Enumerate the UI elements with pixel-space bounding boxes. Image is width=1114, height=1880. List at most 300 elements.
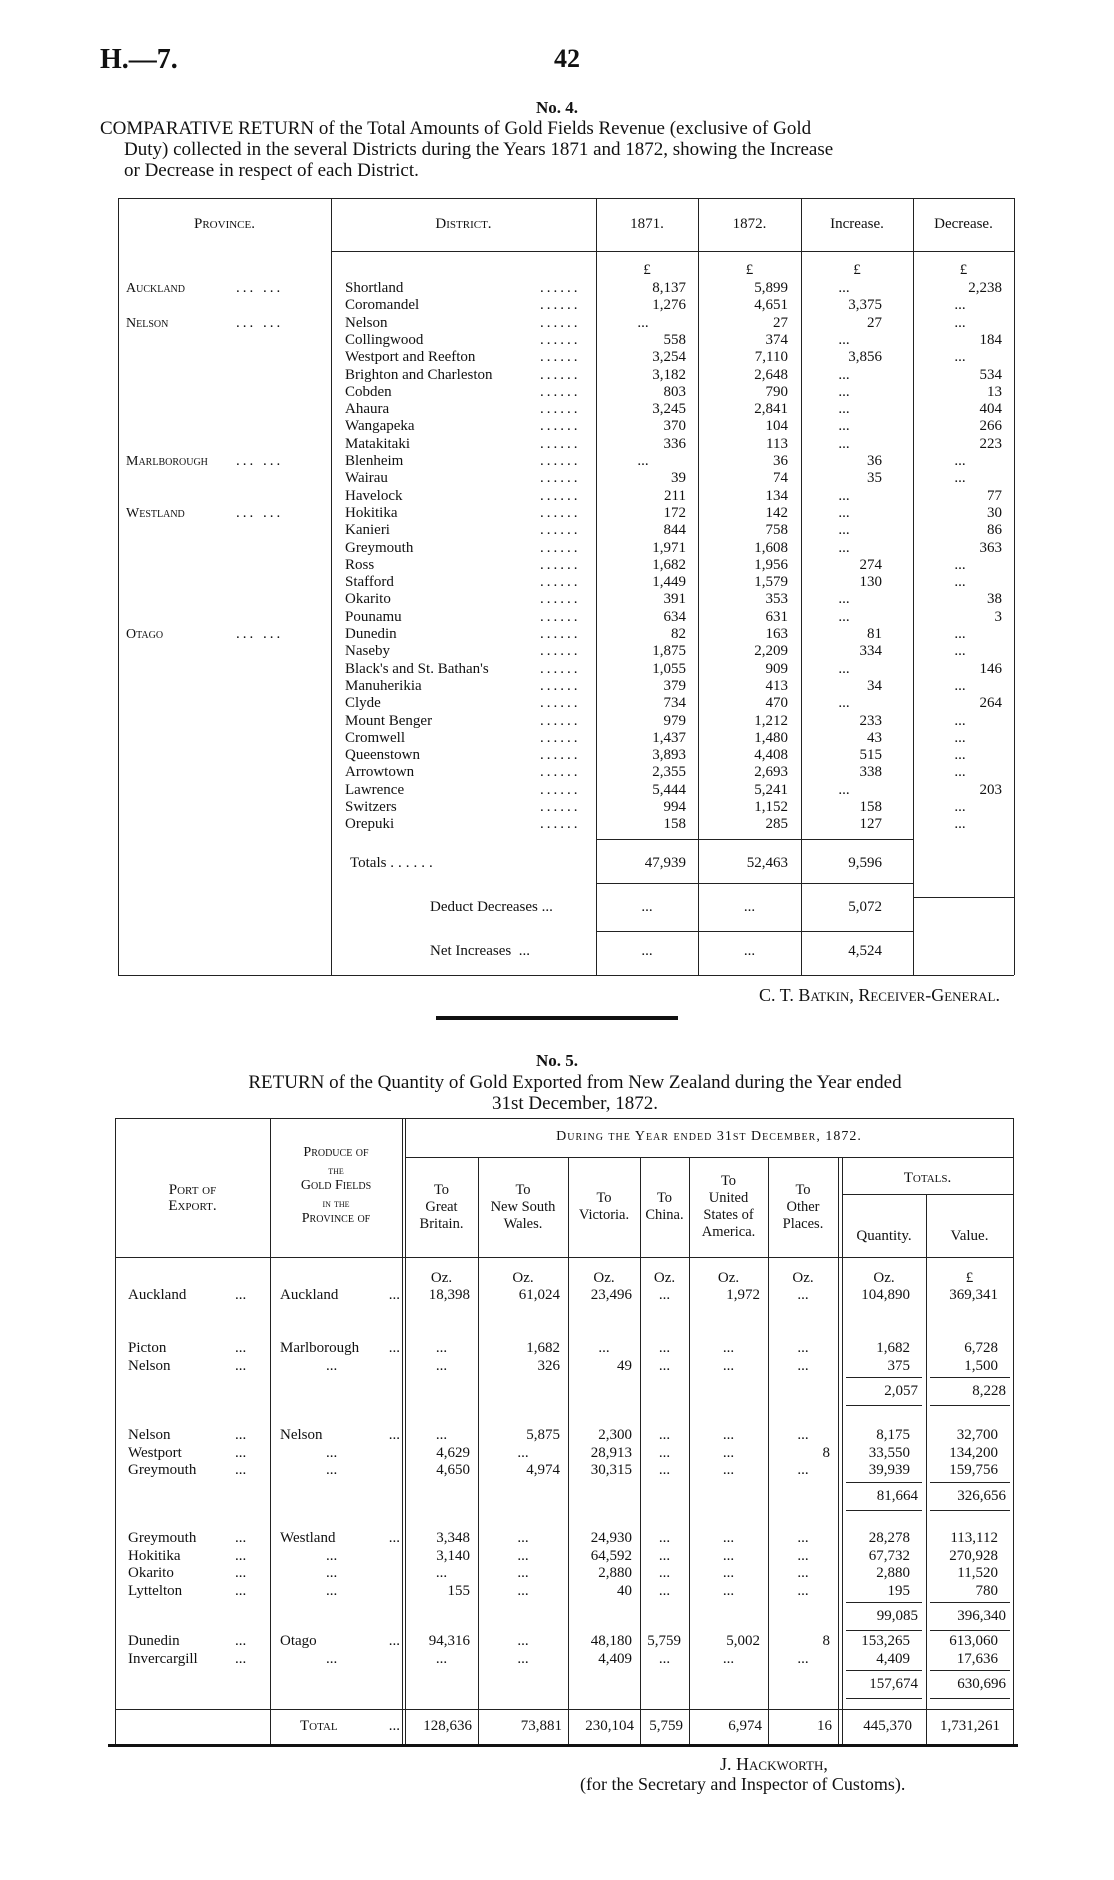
table-cell: ... xyxy=(838,366,850,383)
unit-label: £ xyxy=(745,262,754,278)
leader-dots: ...... xyxy=(540,453,581,469)
leader-dots: ... ... xyxy=(236,504,284,521)
table-cell: ... xyxy=(797,1287,809,1303)
unit-label: Oz. xyxy=(512,1270,534,1286)
province-produce: ... xyxy=(326,1547,338,1564)
leader-dots: ... xyxy=(235,1582,247,1599)
table-cell: ... xyxy=(954,816,966,833)
table-cell: 153,265 xyxy=(861,1633,910,1649)
district-name: Cobden xyxy=(345,383,392,400)
unit-label: Oz. xyxy=(653,1270,676,1286)
table-cell: 23,496 xyxy=(590,1287,632,1303)
table-cell: ... xyxy=(637,314,649,331)
table-cell: 1,956 xyxy=(754,556,788,573)
table-cell: 404 xyxy=(979,401,1002,418)
table-cell: 3,856 xyxy=(848,349,882,366)
district-name: Manuherikia xyxy=(345,677,422,694)
table-cell: 30 xyxy=(987,504,1002,521)
leader-dots: ... xyxy=(388,1633,400,1649)
table-cell: 13 xyxy=(987,383,1002,400)
col-header-1872: 1872. xyxy=(732,216,767,232)
total-cell: 445,370 xyxy=(863,1718,912,1734)
table-cell: ... xyxy=(598,1340,610,1356)
table-cell: 17,636 xyxy=(956,1650,998,1667)
province-name: Otago xyxy=(126,627,164,642)
col-header-destination xyxy=(405,1182,478,1233)
table-cell: 780 xyxy=(975,1582,998,1599)
subtotal-value: 396,340 xyxy=(957,1608,1006,1624)
table-cell: 146 xyxy=(979,660,1002,677)
table-cell: 1,500 xyxy=(964,1357,998,1374)
leader-dots: ...... xyxy=(540,418,581,435)
subtotal-rule xyxy=(846,1698,922,1699)
header-line: To xyxy=(596,1190,612,1206)
table-cell: ... xyxy=(797,1582,809,1599)
district-name: Mount Benger xyxy=(345,712,433,729)
leader-dots: ...... xyxy=(540,331,581,348)
table-cell: 2,238 xyxy=(968,280,1002,296)
table-cell: 28,913 xyxy=(590,1444,632,1461)
table-cell: 370 xyxy=(663,418,686,435)
table-cell: 104 xyxy=(765,418,788,435)
table-cell: 270,928 xyxy=(949,1547,998,1564)
table-cell: ... xyxy=(517,1530,529,1546)
table-cell: 36 xyxy=(773,453,788,469)
table-cell: 5,002 xyxy=(726,1633,760,1649)
subtotal-rule xyxy=(846,1405,922,1406)
table-cell: ... xyxy=(435,1427,448,1443)
province-name: Auckland xyxy=(126,281,185,296)
table-cell: ... xyxy=(722,1582,735,1599)
total-cell: 128,636 xyxy=(423,1718,472,1734)
table-cell: 27 xyxy=(773,314,788,331)
table-cell: 2,693 xyxy=(754,764,788,781)
table-cell: 82 xyxy=(671,626,686,642)
table-cell: 375 xyxy=(887,1357,910,1374)
deduct-1872: ... xyxy=(743,899,756,915)
total-increase: 9,596 xyxy=(848,855,882,871)
header-line: America. xyxy=(701,1224,756,1240)
province-produce: ... xyxy=(326,1582,338,1599)
subtotal-rule xyxy=(930,1630,1010,1631)
table-cell: 104,890 xyxy=(861,1287,910,1303)
table-cell: 130 xyxy=(859,574,882,591)
leader-dots: ... xyxy=(235,1547,247,1564)
table-cell: ... xyxy=(722,1444,735,1461)
table-cell: 32,700 xyxy=(956,1427,998,1443)
table-cell: ... xyxy=(954,574,966,591)
table-cell: ... xyxy=(954,729,966,746)
table-cell: 86 xyxy=(987,522,1002,539)
col-header-district: District. xyxy=(435,216,492,232)
port-name: Greymouth xyxy=(128,1462,197,1478)
leader-dots: ...... xyxy=(540,366,581,383)
table-cell: ... xyxy=(838,401,850,418)
leader-dots: ...... xyxy=(540,539,581,556)
header-line: the xyxy=(328,1162,344,1177)
leader-dots: ...... xyxy=(540,747,581,764)
table-cell: 353 xyxy=(765,591,788,608)
province-produce: Marlborough xyxy=(280,1340,360,1356)
table-cell: ... xyxy=(954,314,966,331)
subtotal-rule xyxy=(846,1630,922,1631)
subtotal-rule xyxy=(930,1602,1010,1603)
table-cell: 1,579 xyxy=(754,574,788,591)
table-cell: ... xyxy=(797,1427,809,1443)
table-cell: 223 xyxy=(979,435,1002,452)
table-cell: ... xyxy=(797,1650,809,1667)
table-cell: 631 xyxy=(765,608,788,625)
table-cell: ... xyxy=(658,1462,671,1478)
deduct-1871: ... xyxy=(641,899,653,915)
document-code: H.—7. xyxy=(100,44,178,75)
table-cell: ... xyxy=(838,522,850,539)
district-name: Kanieri xyxy=(345,522,390,539)
return5-title-line: 31st December, 1872. xyxy=(492,1093,658,1114)
table-cell: 2,209 xyxy=(754,643,788,660)
leader-dots: ... ... xyxy=(236,626,284,642)
table-cell: 8 xyxy=(822,1444,830,1461)
subtotal-rule xyxy=(846,1482,922,1483)
table-cell: ... xyxy=(658,1530,671,1546)
leader-dots: ...... xyxy=(540,643,581,660)
table-cell: 184 xyxy=(979,331,1002,348)
return4-title-line: or Decrease in respect of each District. xyxy=(124,160,419,181)
col-header-province: Province. xyxy=(194,216,255,232)
unit-label: Oz. xyxy=(792,1270,814,1286)
leader-dots: ...... xyxy=(540,487,581,504)
district-name: Black's and St. Bathan's xyxy=(345,660,489,677)
header-line: States of xyxy=(703,1207,754,1223)
district-name: Lawrence xyxy=(345,781,405,798)
port-name: Greymouth xyxy=(128,1530,197,1546)
table-cell: 5,241 xyxy=(754,781,788,798)
table-cell: ... xyxy=(954,470,966,487)
leader-dots: ... ... xyxy=(236,453,284,469)
header-line: Gold Fields xyxy=(300,1178,372,1193)
leader-dots: ... xyxy=(235,1444,247,1461)
table-cell: 1,682 xyxy=(876,1340,910,1356)
table-cell: 515 xyxy=(859,747,882,764)
table-cell: 3,245 xyxy=(652,401,686,418)
net-value: 4,524 xyxy=(848,943,882,959)
leader-dots: ...... xyxy=(540,574,581,591)
table-cell: 142 xyxy=(765,504,788,521)
table-cell: ... xyxy=(722,1340,735,1356)
table-cell: 1,480 xyxy=(754,729,788,746)
leader-dots: ... xyxy=(388,1287,400,1303)
net-1871: ... xyxy=(641,943,653,959)
table-cell: ... xyxy=(797,1547,809,1564)
table-cell: 36 xyxy=(867,453,882,469)
table-cell: 113 xyxy=(766,435,788,452)
district-name: Queenstown xyxy=(345,747,420,764)
subtotal-rule xyxy=(846,1602,922,1603)
province-produce: Otago xyxy=(280,1633,317,1649)
table-cell: ... xyxy=(722,1427,735,1443)
table-cell: ... xyxy=(658,1444,671,1461)
total-1871: 47,939 xyxy=(644,855,686,871)
subtotal-value: 630,696 xyxy=(957,1676,1006,1692)
table-cell: 8 xyxy=(822,1633,830,1649)
table-cell: 285 xyxy=(765,816,788,833)
table-cell: 4,409 xyxy=(598,1650,632,1667)
district-name: Matakitaki xyxy=(345,435,410,452)
province-produce: ... xyxy=(326,1444,338,1461)
table-cell: ... xyxy=(658,1287,671,1303)
table-cell: 4,974 xyxy=(526,1462,560,1478)
subtotal-value: 8,228 xyxy=(972,1383,1006,1399)
table-cell: ... xyxy=(838,487,850,504)
table-cell: ... xyxy=(954,712,966,729)
table-cell: 38 xyxy=(987,591,1002,608)
table-cell: 3,375 xyxy=(848,297,882,314)
leader-dots: ... xyxy=(235,1565,247,1581)
table-cell: ... xyxy=(722,1547,735,1564)
table-cell: ... xyxy=(838,435,850,452)
header-line: Britain. xyxy=(419,1215,464,1232)
table-cell: 1,875 xyxy=(652,643,686,660)
table-cell: ... xyxy=(838,608,850,625)
total-cell: 16 xyxy=(817,1718,832,1734)
total-cell: 73,881 xyxy=(520,1718,562,1734)
table-cell: ... xyxy=(838,591,850,608)
table-cell: 5,759 xyxy=(647,1633,681,1649)
district-name: Switzers xyxy=(345,799,397,815)
table-cell: ... xyxy=(954,453,966,469)
table-cell: 64,592 xyxy=(590,1547,632,1564)
page-number: 42 xyxy=(554,44,580,73)
table-cell: 134 xyxy=(765,487,788,504)
subtotal-rule xyxy=(930,1510,1010,1511)
table-cell: 266 xyxy=(979,418,1002,435)
table-cell: 994 xyxy=(663,799,686,815)
leader-dots: ... xyxy=(388,1427,400,1443)
leader-dots: ...... xyxy=(540,280,581,296)
table-cell: 803 xyxy=(663,383,686,400)
province-produce: Nelson xyxy=(280,1427,323,1443)
header-line: To xyxy=(656,1190,673,1206)
table-cell: 48,180 xyxy=(590,1633,632,1649)
district-name: Dunedin xyxy=(345,626,397,642)
table-cell: ... xyxy=(435,1565,448,1581)
leader-dots: ... xyxy=(235,1287,247,1303)
port-name: Dunedin xyxy=(128,1633,180,1649)
header-line: Port of xyxy=(168,1182,217,1198)
table-cell: ... xyxy=(517,1444,529,1461)
table-cell: 1,276 xyxy=(652,297,686,314)
leader-dots: ... xyxy=(388,1340,400,1356)
table-cell: ... xyxy=(722,1565,735,1581)
table-cell: 4,629 xyxy=(436,1444,470,1461)
leader-dots: ...... xyxy=(540,712,581,729)
table-cell: 2,880 xyxy=(598,1565,632,1581)
table-cell: 334 xyxy=(859,643,882,660)
leader-dots: ...... xyxy=(540,314,581,331)
table-cell: 5,899 xyxy=(754,280,788,296)
table-cell: ... xyxy=(722,1650,735,1667)
header-line: in the xyxy=(322,1195,350,1210)
leader-dots: ...... xyxy=(540,781,581,798)
net-label: Net Increases ... xyxy=(430,943,530,959)
leader-dots: ...... xyxy=(540,383,581,400)
subtotal-quantity: 81,664 xyxy=(876,1487,918,1504)
table-cell: 27 xyxy=(867,314,882,331)
unit-label: £ xyxy=(965,1270,974,1286)
port-name: Picton xyxy=(128,1340,167,1356)
table-cell: ... xyxy=(435,1650,448,1667)
table-cell: 979 xyxy=(663,712,686,729)
deduct-label: Deduct Decreases ... xyxy=(430,899,553,915)
table-cell: ... xyxy=(658,1427,671,1443)
table-cell: 67,732 xyxy=(868,1547,910,1564)
district-name: Ross xyxy=(345,556,375,573)
table-cell: 11,520 xyxy=(957,1565,998,1581)
table-cell: 113,112 xyxy=(950,1530,998,1546)
district-name: Blenheim xyxy=(345,453,404,469)
district-name: Coromandel xyxy=(345,297,420,314)
table-cell: 374 xyxy=(765,331,788,348)
leader-dots: ...... xyxy=(540,677,581,694)
leader-dots: ... xyxy=(235,1633,247,1649)
table-cell: 1,682 xyxy=(652,556,686,573)
table-cell: 49 xyxy=(617,1357,632,1374)
district-name: Shortland xyxy=(345,280,404,296)
table-cell: 1,212 xyxy=(754,712,788,729)
table-cell: 274 xyxy=(859,556,882,573)
table-cell: ... xyxy=(838,280,850,296)
table-cell: 1,055 xyxy=(652,660,686,677)
district-name: Pounamu xyxy=(345,608,402,625)
province-produce: ... xyxy=(326,1462,338,1478)
table-cell: 155 xyxy=(447,1582,470,1599)
table-cell: ... xyxy=(435,1340,448,1356)
table-cell: 1,152 xyxy=(754,799,788,815)
return5-signature-role: (for the Secretary and Inspector of Customs). xyxy=(580,1774,906,1794)
table-cell: 163 xyxy=(765,626,788,642)
table-cell: ... xyxy=(954,643,966,660)
header-line: Places. xyxy=(782,1215,824,1232)
table-cell: 3,893 xyxy=(652,747,686,764)
table-cell: 391 xyxy=(663,591,686,608)
table-cell: 3,348 xyxy=(436,1530,470,1546)
district-name: Collingwood xyxy=(345,331,424,348)
table-cell: 2,355 xyxy=(652,764,686,781)
leader-dots: ... xyxy=(235,1357,247,1374)
header-line: China. xyxy=(645,1207,684,1223)
table-cell: 1,437 xyxy=(652,729,686,746)
table-cell: ... xyxy=(517,1582,529,1599)
subtotal-rule xyxy=(846,1377,922,1378)
total-cell: 6,974 xyxy=(728,1718,762,1734)
leader-dots: ...... xyxy=(540,349,581,366)
table-cell: 1,971 xyxy=(652,539,686,556)
header-line: New South xyxy=(490,1198,556,1215)
leader-dots: ...... xyxy=(540,626,581,642)
leader-dots: ... xyxy=(235,1462,247,1478)
table-cell: ... xyxy=(658,1650,671,1667)
total-cell: 5,759 xyxy=(649,1718,683,1734)
table-cell: ... xyxy=(722,1530,735,1546)
header-line: United xyxy=(708,1190,749,1206)
table-cell: 1,972 xyxy=(726,1287,760,1303)
table-cell: ... xyxy=(954,626,966,642)
table-cell: 2,300 xyxy=(598,1427,632,1443)
table-cell: ... xyxy=(517,1547,529,1564)
col-header-destination xyxy=(689,1173,768,1241)
table-cell: 634 xyxy=(663,608,686,625)
province-name: Nelson xyxy=(126,315,169,331)
table-cell: ... xyxy=(838,504,850,521)
table-cell: 5,875 xyxy=(526,1427,560,1443)
leader-dots: ...... xyxy=(540,729,581,746)
leader-dots: ...... xyxy=(540,401,581,418)
table-cell: 2,880 xyxy=(876,1565,910,1581)
table-cell: 43 xyxy=(867,729,882,746)
table-cell: 35 xyxy=(867,470,882,487)
table-cell: ... xyxy=(658,1357,671,1374)
table-cell: ... xyxy=(797,1340,809,1356)
header-line: Great xyxy=(425,1198,458,1215)
leader-dots: ... ... xyxy=(236,314,284,331)
table-cell: 34 xyxy=(867,677,882,694)
province-produce: ... xyxy=(326,1357,338,1374)
table-cell: 2,648 xyxy=(754,366,788,383)
port-name: Invercargill xyxy=(128,1650,198,1667)
leader-dots: ... xyxy=(388,1718,400,1734)
net-1872: ... xyxy=(743,943,756,959)
table-cell: 172 xyxy=(663,504,686,521)
leader-dots: ... xyxy=(235,1650,247,1667)
unit-label: Oz. xyxy=(717,1270,740,1286)
leader-dots: ...... xyxy=(540,470,581,487)
table-cell: 1,682 xyxy=(526,1340,560,1356)
table-cell: 33,550 xyxy=(868,1444,910,1461)
col-header-value: Value. xyxy=(950,1228,989,1244)
table-cell: 1,608 xyxy=(754,539,788,556)
subtotal-value: 326,656 xyxy=(957,1487,1006,1504)
leader-dots: ...... xyxy=(540,435,581,452)
header-line: Victoria. xyxy=(578,1207,630,1223)
district-name: Havelock xyxy=(345,487,403,504)
table-cell: 3,140 xyxy=(436,1547,470,1564)
table-cell: 3,182 xyxy=(652,366,686,383)
col-header-destination xyxy=(768,1182,838,1233)
table-cell: 74 xyxy=(773,470,788,487)
table-cell: 81 xyxy=(867,626,882,642)
table-cell: ... xyxy=(517,1650,529,1667)
total-cell: 1,731,261 xyxy=(940,1718,1000,1734)
table-cell: 2,841 xyxy=(754,401,788,418)
district-name: Wairau xyxy=(345,470,388,487)
subtotal-rule xyxy=(846,1670,922,1671)
leader-dots: ... xyxy=(235,1530,247,1546)
col-header-totals: Totals. xyxy=(903,1170,952,1186)
table-cell: ... xyxy=(838,539,850,556)
district-name: Greymouth xyxy=(345,539,414,556)
leader-dots: ... ... xyxy=(236,280,284,296)
leader-dots: ...... xyxy=(540,695,581,712)
table-cell: ... xyxy=(722,1357,735,1374)
port-name: Auckland xyxy=(128,1287,187,1303)
table-cell: ... xyxy=(722,1462,735,1478)
table-cell: 159,756 xyxy=(949,1462,998,1478)
table-cell: 470 xyxy=(765,695,788,712)
table-cell: 28,278 xyxy=(868,1530,910,1546)
table-cell: 158 xyxy=(859,799,882,815)
col-header-destination xyxy=(640,1190,689,1224)
district-name: Stafford xyxy=(345,574,394,591)
